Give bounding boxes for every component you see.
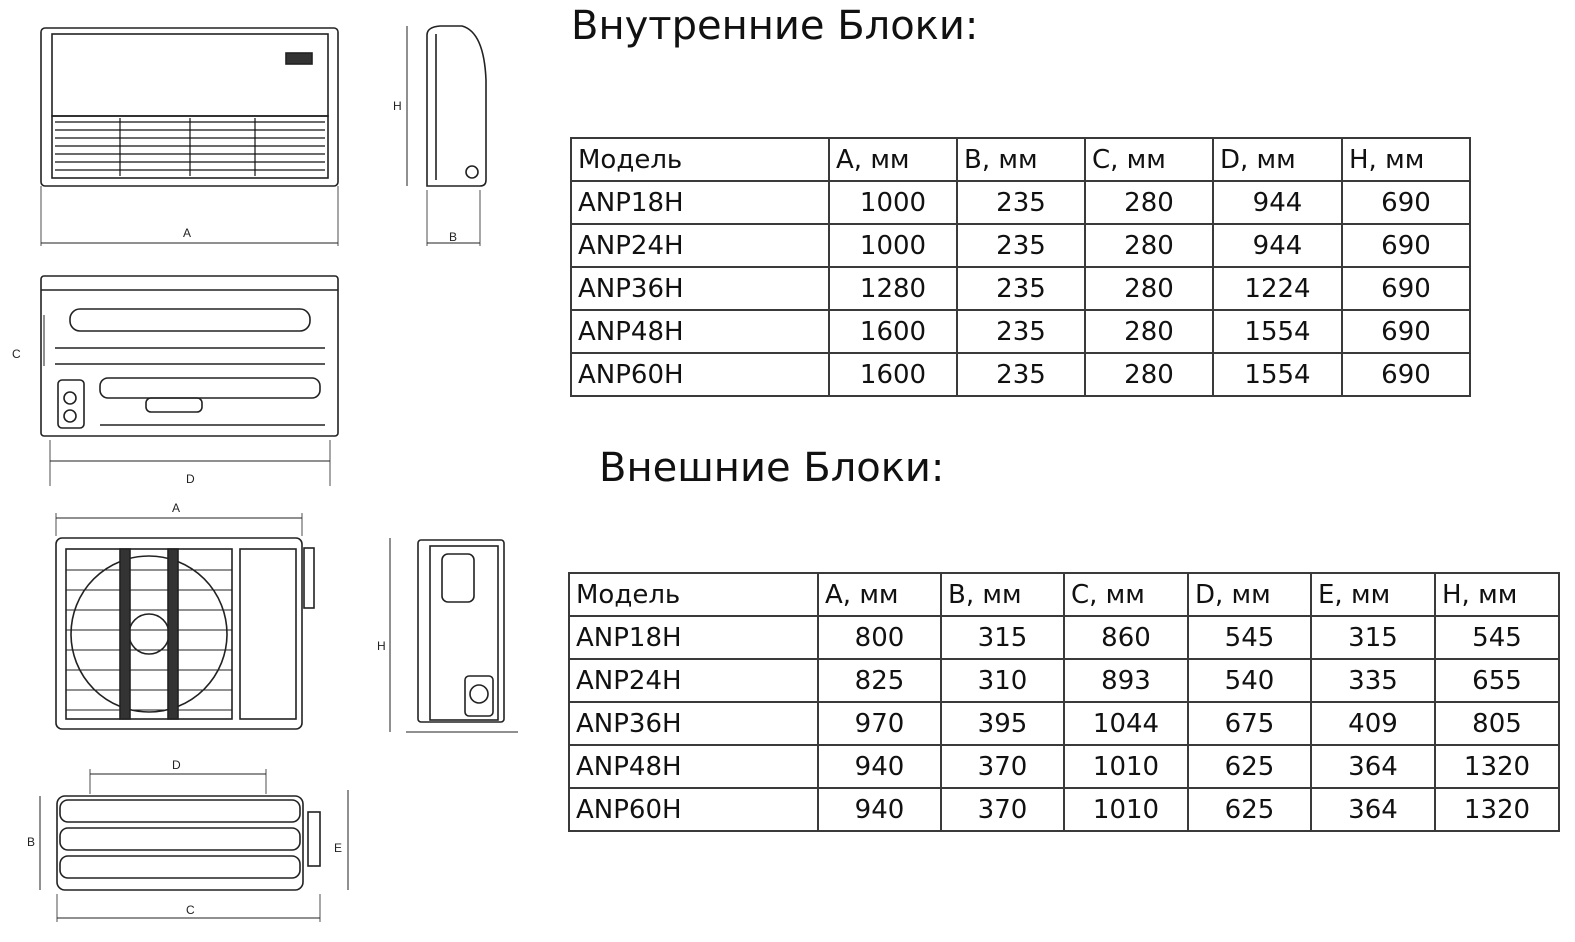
header-cell: H, мм — [1435, 573, 1559, 616]
table-cell: 315 — [1311, 616, 1435, 659]
table-cell: 1320 — [1435, 745, 1559, 788]
table-row — [569, 788, 1559, 831]
table-cell: 1000 — [829, 224, 957, 267]
header-cell: A, мм — [829, 138, 957, 181]
header-cell: B, мм — [941, 573, 1064, 616]
table-cell: 395 — [941, 702, 1064, 745]
header-cell: C, мм — [1085, 138, 1213, 181]
outdoor-front-view — [56, 513, 314, 729]
table-cell: 690 — [1342, 181, 1470, 224]
table-cell: 545 — [1435, 616, 1559, 659]
table-cell: 1554 — [1213, 353, 1342, 396]
table-cell: 625 — [1188, 745, 1311, 788]
table-cell: 235 — [957, 267, 1085, 310]
header-cell: D, мм — [1213, 138, 1342, 181]
table-cell: 800 — [818, 616, 941, 659]
dim-label-a-outdoor: A — [172, 501, 181, 515]
table-cell: 370 — [941, 788, 1064, 831]
table-header-row — [569, 573, 1559, 616]
header-cell: B, мм — [957, 138, 1085, 181]
table-cell: 540 — [1188, 659, 1311, 702]
outdoor-units-table — [568, 572, 1560, 832]
header-cell: Модель — [571, 138, 829, 181]
table-cell: 805 — [1435, 702, 1559, 745]
table-cell: ANP18H — [571, 181, 829, 224]
table-cell: 235 — [957, 310, 1085, 353]
table-cell: 315 — [941, 616, 1064, 659]
table-cell: 944 — [1213, 224, 1342, 267]
table-cell: ANP24H — [571, 224, 829, 267]
table-cell: 235 — [957, 181, 1085, 224]
table-cell: ANP36H — [571, 267, 829, 310]
dim-label-d-outdoor: D — [172, 758, 181, 772]
table-row — [569, 745, 1559, 788]
table-cell: 235 — [957, 224, 1085, 267]
table-cell: 280 — [1085, 267, 1213, 310]
table-cell: 860 — [1064, 616, 1188, 659]
table-row — [571, 181, 1470, 224]
dim-label-h-outdoor: H — [377, 639, 386, 653]
table-cell: 370 — [941, 745, 1064, 788]
table-cell: 280 — [1085, 353, 1213, 396]
table-cell: 280 — [1085, 310, 1213, 353]
outdoor-top-view — [40, 769, 348, 922]
header-cell: C, мм — [1064, 573, 1188, 616]
header-cell: D, мм — [1188, 573, 1311, 616]
table-cell: 235 — [957, 353, 1085, 396]
table-cell: 1280 — [829, 267, 957, 310]
table-cell: ANP60H — [571, 353, 829, 396]
dim-label-e-outdoor: E — [334, 841, 343, 855]
table-cell: 675 — [1188, 702, 1311, 745]
table-cell: 1000 — [829, 181, 957, 224]
table-cell: 1554 — [1213, 310, 1342, 353]
indoor-units-heading: Внутренние Блоки: — [571, 3, 979, 49]
table-row — [569, 616, 1559, 659]
table-cell: ANP60H — [569, 788, 818, 831]
table-cell: 1010 — [1064, 745, 1188, 788]
outdoor-side-view — [390, 538, 518, 732]
dim-label-b-outdoor: B — [27, 835, 36, 849]
header-cell: A, мм — [818, 573, 941, 616]
table-cell: 364 — [1311, 745, 1435, 788]
table-cell: 940 — [818, 745, 941, 788]
table-cell: 1010 — [1064, 788, 1188, 831]
table-row — [571, 224, 1470, 267]
indoor-front-view — [41, 28, 338, 246]
dim-label-c-outdoor: C — [186, 903, 195, 917]
table-cell: 690 — [1342, 310, 1470, 353]
table-row — [569, 659, 1559, 702]
table-cell: 545 — [1188, 616, 1311, 659]
table-cell: ANP24H — [569, 659, 818, 702]
indoor-units-table — [570, 137, 1471, 397]
table-cell: 944 — [1213, 181, 1342, 224]
dim-label-h-indoor: H — [393, 99, 402, 113]
table-cell: 1044 — [1064, 702, 1188, 745]
table-cell: ANP36H — [569, 702, 818, 745]
table-cell: 655 — [1435, 659, 1559, 702]
table-row — [571, 310, 1470, 353]
table-cell: 690 — [1342, 224, 1470, 267]
table-cell: 280 — [1085, 224, 1213, 267]
table-cell: 1224 — [1213, 267, 1342, 310]
indoor-side-view — [407, 26, 486, 246]
table-cell: 625 — [1188, 788, 1311, 831]
table-cell: ANP48H — [571, 310, 829, 353]
table-cell: 690 — [1342, 353, 1470, 396]
header-cell: E, мм — [1311, 573, 1435, 616]
table-row — [571, 353, 1470, 396]
outdoor-units-heading: Внешние Блоки: — [599, 445, 945, 491]
header-cell: Модель — [569, 573, 818, 616]
dim-label-d-indoor: D — [186, 472, 195, 486]
dim-label-c-indoor: C — [12, 347, 21, 361]
dimension-drawings — [0, 0, 560, 942]
dim-label-b-indoor: B — [449, 230, 458, 244]
table-cell: 409 — [1311, 702, 1435, 745]
table-cell: 310 — [941, 659, 1064, 702]
table-cell: 690 — [1342, 267, 1470, 310]
table-cell: 1320 — [1435, 788, 1559, 831]
table-cell: 893 — [1064, 659, 1188, 702]
table-cell: 364 — [1311, 788, 1435, 831]
table-cell: 280 — [1085, 181, 1213, 224]
table-cell: 1600 — [829, 353, 957, 396]
indoor-top-view — [41, 276, 338, 486]
dim-label-a-indoor: A — [183, 226, 192, 240]
table-cell: ANP18H — [569, 616, 818, 659]
table-cell: 970 — [818, 702, 941, 745]
table-cell: ANP48H — [569, 745, 818, 788]
table-cell: 335 — [1311, 659, 1435, 702]
header-cell: H, мм — [1342, 138, 1470, 181]
table-header-row — [571, 138, 1470, 181]
table-cell: 1600 — [829, 310, 957, 353]
table-cell: 825 — [818, 659, 941, 702]
table-cell: 940 — [818, 788, 941, 831]
table-row — [571, 267, 1470, 310]
table-row — [569, 702, 1559, 745]
